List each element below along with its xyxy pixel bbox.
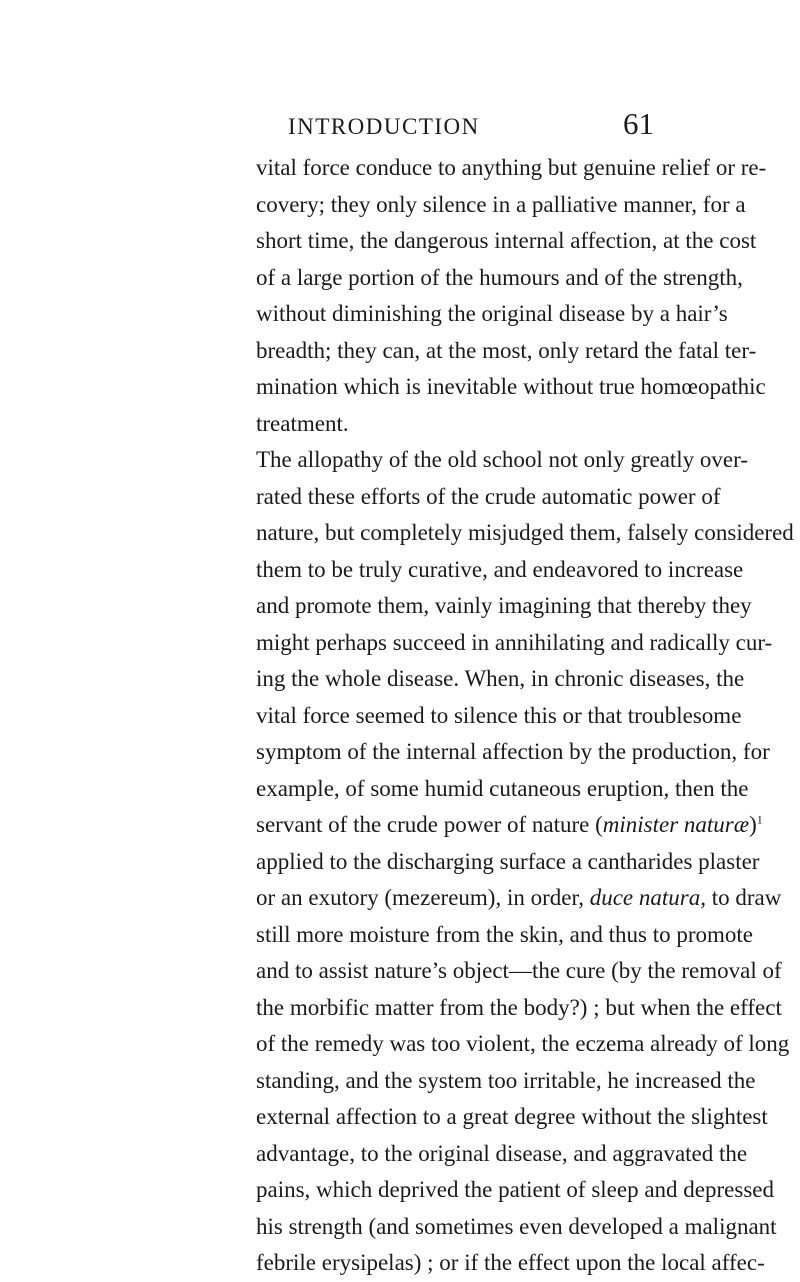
text-line: and promote them, vainly imagining that thereby they [256,593,752,618]
text-line: febrile erysipelas) ; or if the effect upon the local affec- [256,1250,765,1275]
text-line: vital force conduce to anything but genuine relief or re- [256,155,767,180]
text-run: to draw [705,885,782,910]
text-line [256,880,782,917]
text-line: and to assist nature’s object—the cure (by the removal of [256,958,782,983]
page-number: 61 [623,106,654,141]
text-line [256,807,763,844]
text-line: applied to the discharging surface a cantharides plaster [256,848,760,874]
text-line: ing the whole disease. When, in chronic diseases, the [256,666,745,691]
page-header [0,106,800,150]
text-line: example, of some humid cutaneous eruption, then the [256,775,749,801]
text-line: of a large portion of the humours and of the strength, [256,264,743,290]
text-run: servant of the crude power of nature ( [256,812,603,837]
text-line: nature, but completely misjudged them, falsely considered [256,520,794,545]
text-line: pains, which deprived the patient of sleep and depressed [256,1177,774,1202]
text-line: mination which is inevitable without true homœopathic [256,374,766,399]
italic-phrase: minister naturæ [602,812,750,837]
text-line: covery; they only silence in a palliative manner, for a [256,191,746,217]
body-text [256,150,794,1282]
text-line: his strength (and sometimes even developed a malignant [256,1213,777,1239]
italic-phrase: duce natura, [589,885,706,910]
text-line: The allopathy of the old school not only greatly over- [256,447,748,472]
text-line: without diminishing the original disease by a hair’s [256,301,728,326]
text-line: treatment. [256,410,349,436]
text-line: might perhaps succeed in annihilating and radically cur- [256,629,773,655]
footnote-mark: 1 [756,812,763,827]
text-run: or an exutory (mezereum), in order, [256,885,590,910]
text-line: symptom of the internal affection by the production, for [256,739,770,764]
text-line: them to be truly curative, and endeavored to increase [256,556,744,582]
text-line: the morbific matter from the body?) ; but when the effect [256,994,782,1020]
text-line: breadth; they can, at the most, only retard the fatal ter- [256,337,757,363]
text-line: vital force seemed to silence this or that troublesome [256,702,742,728]
text-line: external affection to a great degree without the slightest [256,1104,768,1129]
text-line: rated these efforts of the crude automatic power of [256,483,721,509]
text-line: advantage, to the original disease, and aggravated the [256,1140,748,1166]
text-line: of the remedy was too violent, the eczema already of long [256,1031,790,1056]
text-run: ) [749,812,757,837]
text-line: standing, and the system too irritable, he increased the [256,1067,756,1093]
running-head: INTRODUCTION [288,114,480,139]
text-line: still more moisture from the skin, and thus to promote [256,921,753,947]
text-line: short time, the dangerous internal affection, at the cost [256,228,757,253]
